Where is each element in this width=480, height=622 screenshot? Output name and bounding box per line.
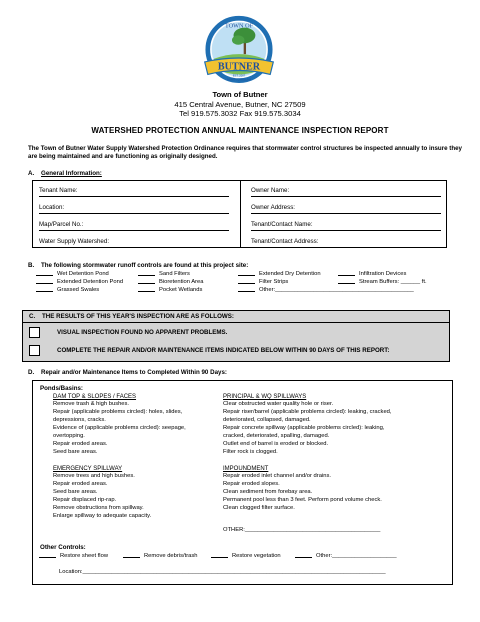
maintenance-items-box (32, 380, 453, 585)
general-info-grid (32, 180, 447, 248)
control-item[interactable]: Filter Strips (238, 279, 288, 285)
control-item[interactable]: Infiltration Devices (338, 271, 406, 277)
dam-item[interactable]: Evidence of (applicable problems circled): seepage, (53, 425, 186, 431)
section-b-heading: B. The following stormwater runoff controls are found at this project site: (28, 262, 249, 269)
control-item[interactable]: Grassed Swales (36, 287, 99, 293)
other-control-item[interactable]: Restore vegetation (211, 553, 281, 559)
owner-address-field[interactable]: Owner Address: (251, 204, 296, 211)
spillway-item[interactable]: deteriorated, collapsed, damaged. (223, 417, 311, 423)
spillway-heading: PRINCIPAL & WQ SPILLWAYS (223, 394, 307, 400)
tenant-contact-name-field[interactable]: Tenant/Contact Name: (251, 221, 313, 228)
control-item[interactable]: Other:___________________________________________ (238, 287, 414, 293)
intro-paragraph: The Town of Butner Water Supply Watershed Protection Ordinance requires that stormwater control structures be inspected annually to insure they are being maintained and are functioning as originally designed. (28, 145, 462, 161)
other-pond-field[interactable]: OTHER:__________________________________________ (223, 527, 381, 533)
tenant-name-field[interactable]: Tenant Name: (39, 187, 78, 194)
other-control-item[interactable]: Remove debris/trash (123, 553, 197, 559)
dam-item[interactable]: Seed bare areas. (53, 449, 98, 455)
impoundment-item[interactable]: Clean clogged filter surface. (223, 505, 295, 511)
repair-items-checkbox[interactable] (29, 345, 40, 356)
svg-text:EST. 2007: EST. 2007 (232, 74, 246, 78)
other-control-item[interactable]: Restore sheet flow (39, 553, 108, 559)
control-item[interactable]: Wet Detention Pond (36, 271, 109, 277)
emergency-item[interactable]: Repair displaced rip-rap. (53, 497, 117, 503)
ponds-label: Ponds/Basins: (40, 385, 83, 392)
section-d-heading: D. Repair and/or Maintenance Items to Completed Within 90 Days: (28, 369, 227, 376)
tenant-contact-address-field[interactable]: Tenant/Contact Address: (251, 238, 319, 245)
svg-text:NORTH CAROLINA: NORTH CAROLINA (226, 78, 252, 82)
dam-item[interactable]: Repair eroded areas. (53, 441, 108, 447)
emergency-item[interactable]: Enlarge spillway to adequate capacity. (53, 513, 152, 519)
spillway-item[interactable]: Repair riser/barrel (applicable problems circled): leaking, cracked, (223, 409, 392, 415)
emergency-spillway-heading: EMERGENCY SPILLWAY (53, 466, 123, 472)
control-item[interactable]: Stream Buffers: ______ ft. (338, 279, 427, 285)
spillway-item[interactable]: cracked, deteriorated, spalling, damaged. (223, 433, 330, 439)
town-logo (200, 12, 278, 90)
owner-name-field[interactable]: Owner Name: (251, 187, 290, 194)
section-c-heading: C. THE RESULTS OF THIS YEAR'S INSPECTION ARE AS FOLLOWS: (29, 313, 234, 320)
svg-text:TOWN OF: TOWN OF (224, 22, 254, 30)
control-item[interactable]: Sand Filters (138, 271, 190, 277)
map-parcel-field[interactable]: Map/Parcel No.: (39, 221, 84, 228)
org-address: 415 Central Avenue, Butner, NC 27509 (174, 99, 306, 109)
impoundment-item[interactable]: Repair eroded slopes. (223, 481, 280, 487)
organization-block (0, 90, 480, 119)
other-controls-label: Other Controls: (40, 544, 86, 551)
control-item[interactable]: Extended Dry Detention (238, 271, 321, 277)
impoundment-item[interactable]: Clean sediment from forebay area. (223, 489, 313, 495)
control-item[interactable]: Bioretention Area (138, 279, 203, 285)
impoundment-item[interactable]: Repair eroded inlet channel and/or drains. (223, 473, 331, 479)
no-problems-checkbox[interactable] (29, 327, 40, 338)
impoundment-heading: IMPOUNDMENT (223, 466, 269, 472)
spillway-item[interactable]: Repair concrete spillway (applicable problems circled): leaking, (223, 425, 385, 431)
watershed-field[interactable]: Water Supply Watershed: (39, 238, 110, 245)
org-name: Town of Butner (212, 90, 268, 99)
section-a-heading: A. General Information: (28, 170, 102, 177)
location-field[interactable]: Location: (39, 204, 65, 211)
dam-item[interactable]: Remove trash & high bushes. (53, 401, 130, 407)
spillway-item[interactable]: Filter rock is clogged. (223, 449, 278, 455)
emergency-item[interactable]: Remove obstructions from spillway. (53, 505, 144, 511)
control-item[interactable]: Pocket Wetlands (138, 287, 202, 293)
other-control-item[interactable]: Other:____________________ (295, 553, 397, 559)
org-phone: Tel 919.575.3032 Fax 919.575.3034 (179, 109, 301, 119)
dam-item[interactable]: overtopping. (53, 433, 85, 439)
repair-items-label: COMPLETE THE REPAIR AND/OR MAINTENANCE ITEMS INDICATED BELOW WITHIN 90 DAYS OF THIS REPORT: (57, 347, 390, 354)
page-title: WATERSHED PROTECTION ANNUAL MAINTENANCE INSPECTION REPORT (91, 126, 389, 135)
emergency-item[interactable]: Seed bare areas. (53, 489, 98, 495)
inspection-results-box (22, 310, 450, 362)
spillway-item[interactable]: Clear obstructed water quality hole or riser. (223, 401, 334, 407)
dam-heading: DAM TOP & SLOPES / FACES (53, 394, 137, 400)
dam-item[interactable]: Repair (applicable problems circled): holes, slides, (53, 409, 183, 415)
control-item[interactable]: Extended Detention Pond (36, 279, 123, 285)
no-problems-label: VISUAL INSPECTION FOUND NO APPARENT PROBLEMS. (57, 329, 228, 336)
emergency-item[interactable]: Remove trees and high bushes. (53, 473, 135, 479)
impoundment-item[interactable]: Permanent pool less than 3 feet. Perform pond volume check. (223, 497, 382, 503)
svg-text:BUTNER: BUTNER (217, 61, 261, 73)
dam-item[interactable]: depressions, cracks. (53, 417, 106, 423)
location-field[interactable]: Location:______________________________________________________________________________________________ (59, 569, 386, 575)
spillway-item[interactable]: Outlet end of barrel is eroded or blocked. (223, 441, 329, 447)
emergency-item[interactable]: Repair eroded areas. (53, 481, 108, 487)
